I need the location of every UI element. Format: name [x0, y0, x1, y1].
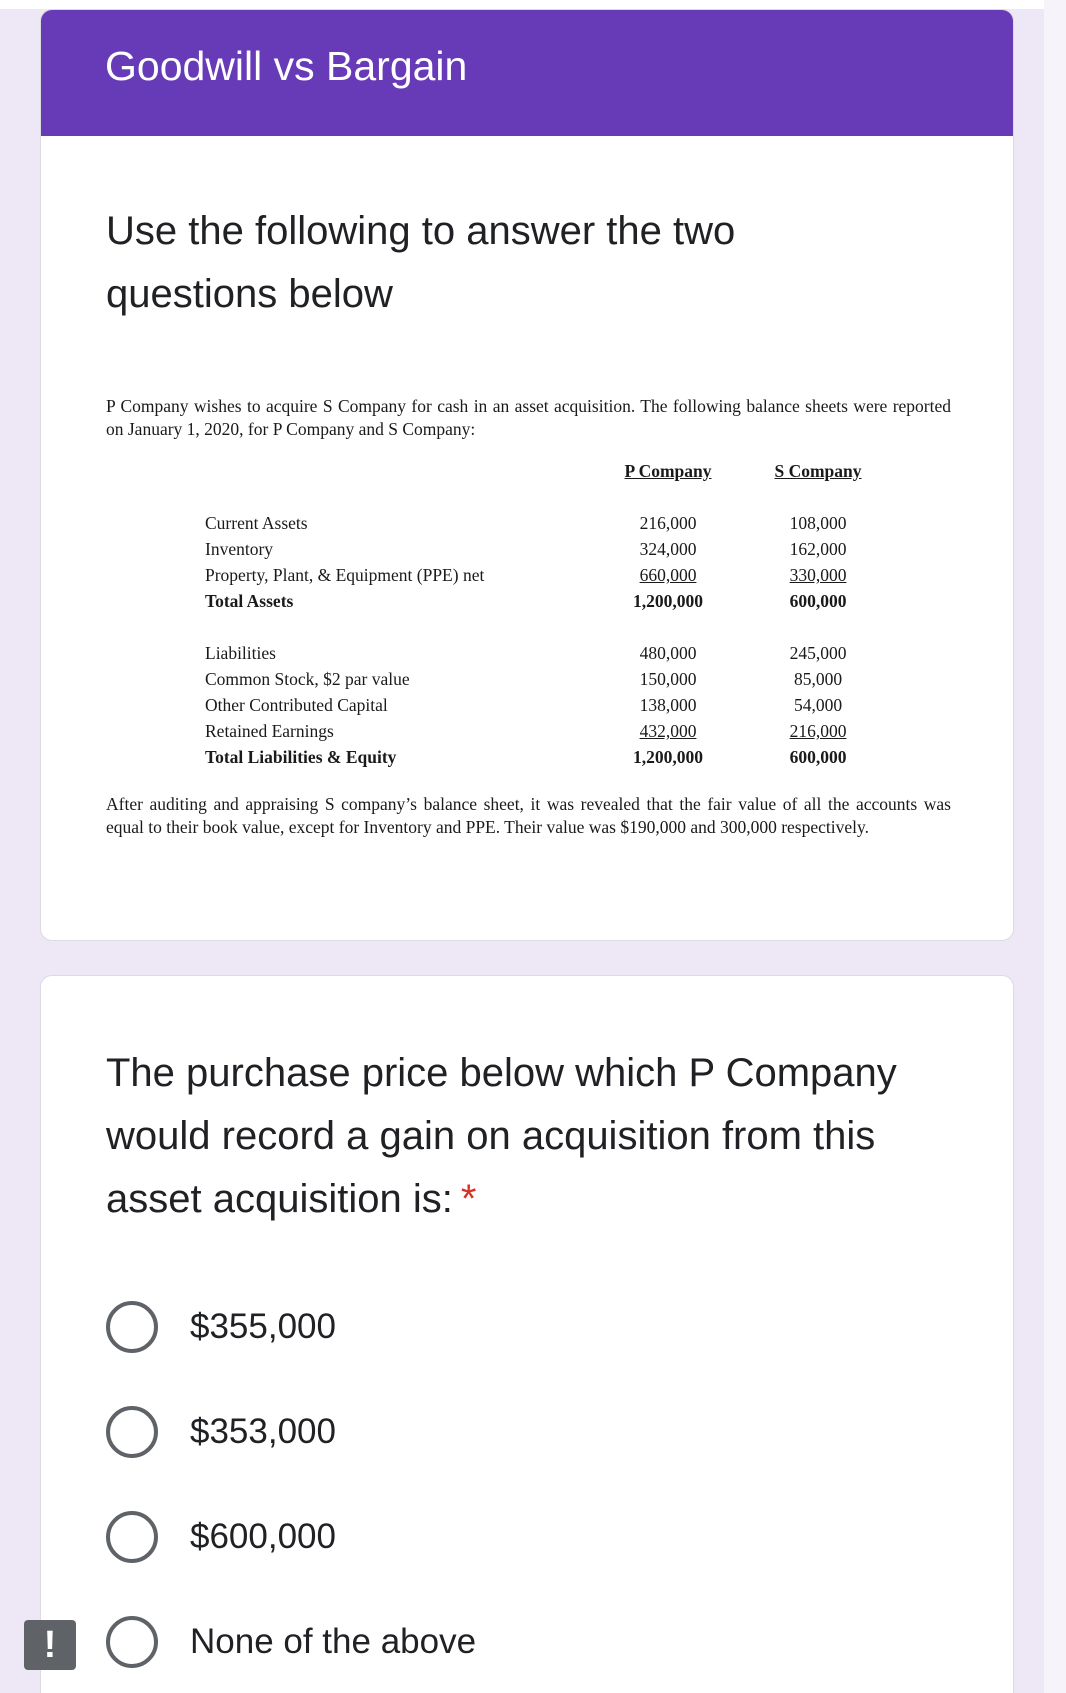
- s-value: 600,000: [789, 747, 847, 767]
- row-label: Current Assets: [205, 513, 308, 533]
- column-header-s-company: S Company: [774, 461, 862, 481]
- row-label: Inventory: [205, 539, 274, 559]
- option-600000[interactable]: [106, 1509, 336, 1565]
- row-label: Liabilities: [205, 643, 276, 663]
- table-row: [106, 669, 951, 695]
- question-title: [106, 1042, 936, 1231]
- s-value: 85,000: [793, 669, 843, 689]
- p-value: 324,000: [639, 539, 697, 559]
- after-paragraph: After auditing and appraising S company’s balance sheet, it was revealed that the fair value of all the accounts was equal to their book value, except for Inventory and PPE. Their value was $190,000 and 300,000 respectively.: [106, 794, 951, 837]
- table-row: [106, 513, 951, 539]
- s-value: 330,000: [789, 565, 847, 585]
- row-label: Other Contributed Capital: [205, 695, 388, 715]
- row-label: Retained Earnings: [205, 721, 334, 741]
- s-value: 162,000: [789, 539, 847, 559]
- p-value: 138,000: [639, 695, 697, 715]
- table-row-total: [106, 747, 951, 773]
- s-value: 245,000: [789, 643, 847, 663]
- option-label: $353,000: [190, 1412, 336, 1451]
- p-value: 660,000: [639, 565, 697, 585]
- section-title: Use the following to answer the two questions below: [106, 209, 736, 316]
- top-strip: [0, 0, 1066, 9]
- table-row: [106, 565, 951, 591]
- radio-button[interactable]: [106, 1406, 158, 1458]
- balance-sheet-table: [106, 461, 951, 791]
- option-label: $600,000: [190, 1517, 336, 1556]
- row-label: Total Assets: [205, 591, 294, 611]
- table-row: [106, 539, 951, 565]
- balance-sheet-document: [106, 395, 951, 839]
- p-value: 1,200,000: [633, 747, 703, 767]
- option-none-of-the-above[interactable]: [106, 1614, 476, 1670]
- table-row: [106, 643, 951, 669]
- option-355000[interactable]: [106, 1299, 336, 1355]
- s-value: 216,000: [789, 721, 847, 741]
- table-row: [106, 721, 951, 747]
- question-card: [40, 975, 1014, 1693]
- s-value: 600,000: [789, 591, 847, 611]
- p-value: 1,200,000: [633, 591, 703, 611]
- option-label: None of the above: [190, 1622, 477, 1661]
- row-label: Total Liabilities & Equity: [205, 747, 397, 767]
- column-header-p-company: P Company: [624, 461, 712, 481]
- row-label: Common Stock, $2 par value: [205, 669, 410, 689]
- radio-button[interactable]: [106, 1301, 158, 1353]
- required-asterisk: *: [460, 1177, 477, 1221]
- radio-button[interactable]: [106, 1511, 158, 1563]
- right-gutter: [1044, 0, 1066, 1693]
- report-issue-icon[interactable]: !: [24, 1620, 76, 1670]
- form-title: Goodwill vs Bargain: [105, 42, 468, 89]
- option-353000[interactable]: [106, 1404, 336, 1460]
- p-value: 432,000: [639, 721, 697, 741]
- table-row: [106, 695, 951, 721]
- table-row-total: [106, 591, 951, 617]
- p-value: 216,000: [639, 513, 697, 533]
- form-header-bar: [41, 10, 1013, 136]
- p-value: 480,000: [639, 643, 697, 663]
- question-text: The purchase price below which P Company would record a gain on acquisition from this asset acquisition is:: [106, 1051, 897, 1221]
- s-value: 54,000: [793, 695, 843, 715]
- row-label: Property, Plant, & Equipment (PPE) net: [205, 565, 485, 585]
- radio-button[interactable]: [106, 1616, 158, 1668]
- p-value: 150,000: [639, 669, 697, 689]
- intro-paragraph: P Company wishes to acquire S Company for cash in an asset acquisition. The following balance sheets were reported on January 1, 2020, for P Company and S Company:: [106, 396, 951, 439]
- option-label: $355,000: [190, 1307, 336, 1346]
- s-value: 108,000: [789, 513, 847, 533]
- form-header-card: [40, 9, 1014, 941]
